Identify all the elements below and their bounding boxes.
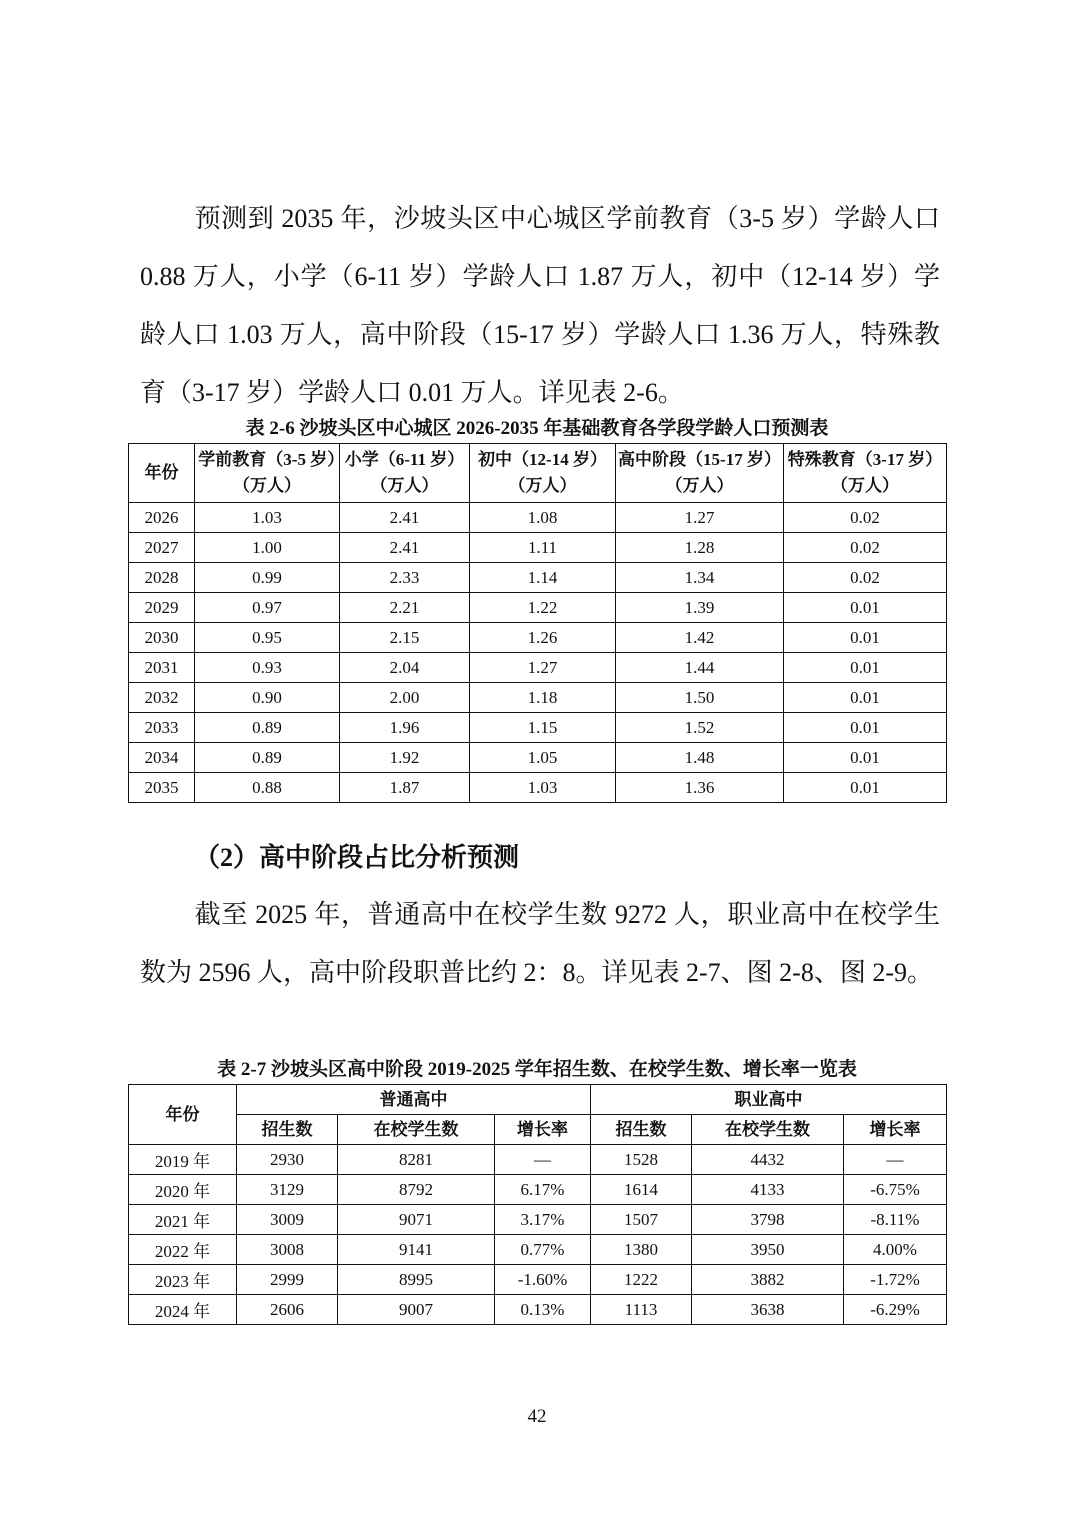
paragraph-senior-ratio: [140, 886, 940, 1002]
cell-year: 2027: [129, 533, 195, 563]
table-cell: 0.97: [195, 593, 340, 623]
paragraph-text: 预测到 2035 年，沙坡头区中心城区学前教育（3-5 岁）学龄人口 0.88 万人，小学（6-11 岁）学龄人口 1.87 万人，初中（12-14 岁）学龄人口 1.03 万人，高中阶段（15-17 岁）学龄人口 1.36 万人，特殊教育（3-17 岁）学龄人口 0.01 万人。详见表 2-6。: [140, 204, 940, 407]
table-cell: 8281: [338, 1145, 495, 1175]
header-preschool: 学前教育（3-5 岁）（万人）: [195, 444, 340, 503]
paragraph-population-forecast: [140, 190, 940, 422]
table-cell: 0.01: [784, 653, 947, 683]
header-year: 年份: [129, 444, 195, 503]
table-cell: 0.90: [195, 683, 340, 713]
table-cell: 3129: [237, 1175, 338, 1205]
table-cell: 2.33: [340, 563, 470, 593]
page-number: 42: [527, 1406, 547, 1427]
table-cell: 3882: [692, 1265, 844, 1295]
table-cell: -6.29%: [844, 1295, 947, 1325]
table-cell: 1.36: [616, 773, 784, 803]
header-students: 在校学生数: [692, 1115, 844, 1145]
cell-year: 2035: [129, 773, 195, 803]
table-row: [129, 503, 947, 533]
table-cell: 1.03: [195, 503, 340, 533]
table-cell: 1.28: [616, 533, 784, 563]
table-cell: 1222: [591, 1265, 692, 1295]
table-cell: 2.04: [340, 653, 470, 683]
table-cell: 0.88: [195, 773, 340, 803]
table-cell: 2.41: [340, 533, 470, 563]
table-2-7-enrollment: [128, 1084, 947, 1325]
table-cell: 9141: [338, 1235, 495, 1265]
table-cell: 1.48: [616, 743, 784, 773]
cell-year: 2029: [129, 593, 195, 623]
table-cell: 0.99: [195, 563, 340, 593]
table-row: [129, 1205, 947, 1235]
table-2-6-caption: 表 2-6 沙坡头区中心城区 2026-2035 年基础教育各学段学龄人口预测表: [245, 418, 829, 439]
table-cell: 1.96: [340, 713, 470, 743]
table-cell: 4.00%: [844, 1235, 947, 1265]
table-cell: 0.01: [784, 743, 947, 773]
table-cell: 3.17%: [495, 1205, 591, 1235]
table-cell: 1.92: [340, 743, 470, 773]
table-cell: 1507: [591, 1205, 692, 1235]
table-cell: 1.52: [616, 713, 784, 743]
header-enrollment: 招生数: [591, 1115, 692, 1145]
table-cell: 4133: [692, 1175, 844, 1205]
table-row: [129, 1295, 947, 1325]
table-cell: -6.75%: [844, 1175, 947, 1205]
table-cell: 1.15: [470, 713, 616, 743]
paragraph-text: 截至 2025 年，普通高中在校学生数 9272 人，职业高中在校学生数为 2596 人，高中阶段职普比约 2：8。详见表 2-7、图 2-8、图 2-9。: [140, 900, 940, 987]
table-cell: 1.22: [470, 593, 616, 623]
table-cell: 1.39: [616, 593, 784, 623]
table-cell: 3008: [237, 1235, 338, 1265]
table-cell: 1.14: [470, 563, 616, 593]
table-row: [129, 1145, 947, 1175]
table-cell: 2.21: [340, 593, 470, 623]
table-cell: 1.05: [470, 743, 616, 773]
table-sub-header-row: [129, 1115, 947, 1145]
table-cell: 0.02: [784, 563, 947, 593]
table-cell: 1.27: [470, 653, 616, 683]
table-cell: 1.26: [470, 623, 616, 653]
table-cell: 2.00: [340, 683, 470, 713]
table-cell: 1.44: [616, 653, 784, 683]
cell-year: 2031: [129, 653, 195, 683]
table-cell: 1113: [591, 1295, 692, 1325]
cell-year: 2019 年: [129, 1145, 237, 1175]
table-cell: 1.50: [616, 683, 784, 713]
table-row: [129, 683, 947, 713]
table-2-6-population-forecast: [128, 443, 947, 803]
header-senior: 高中阶段（15-17 岁）（万人）: [616, 444, 784, 503]
header-year: 年份: [129, 1085, 237, 1145]
header-growth: 增长率: [844, 1115, 947, 1145]
section-subheading: （2）高中阶段占比分析预测: [194, 843, 520, 872]
table-cell: —: [844, 1145, 947, 1175]
header-growth: 增长率: [495, 1115, 591, 1145]
header-general-high-school: 普通高中: [237, 1085, 591, 1115]
table-row: [129, 1265, 947, 1295]
table-cell: 1.18: [470, 683, 616, 713]
table-cell: 0.95: [195, 623, 340, 653]
table-cell: 0.02: [784, 533, 947, 563]
table-cell: 1.42: [616, 623, 784, 653]
table-cell: 8995: [338, 1265, 495, 1295]
header-junior: 初中（12-14 岁）（万人）: [470, 444, 616, 503]
table-row: [129, 1235, 947, 1265]
cell-year: 2021 年: [129, 1205, 237, 1235]
table-row: [129, 533, 947, 563]
table-cell: 3950: [692, 1235, 844, 1265]
table-cell: 3798: [692, 1205, 844, 1235]
table-cell: 1.00: [195, 533, 340, 563]
table-cell: 1.11: [470, 533, 616, 563]
header-students: 在校学生数: [338, 1115, 495, 1145]
table-cell: 0.13%: [495, 1295, 591, 1325]
table-cell: 4432: [692, 1145, 844, 1175]
cell-year: 2026: [129, 503, 195, 533]
table-cell: 2.41: [340, 503, 470, 533]
table-cell: 2606: [237, 1295, 338, 1325]
table-cell: 0.01: [784, 593, 947, 623]
table-cell: -1.72%: [844, 1265, 947, 1295]
cell-year: 2028: [129, 563, 195, 593]
table-header-row: [129, 444, 947, 503]
table-row: [129, 773, 947, 803]
table-row: [129, 1175, 947, 1205]
table-cell: 6.17%: [495, 1175, 591, 1205]
table-cell: 1614: [591, 1175, 692, 1205]
table-cell: 8792: [338, 1175, 495, 1205]
table-cell: 0.01: [784, 773, 947, 803]
table-cell: 0.01: [784, 623, 947, 653]
table-cell: 1528: [591, 1145, 692, 1175]
table-cell: 1.34: [616, 563, 784, 593]
header-enrollment: 招生数: [237, 1115, 338, 1145]
table-row: [129, 593, 947, 623]
table-cell: 0.01: [784, 713, 947, 743]
header-primary: 小学（6-11 岁）（万人）: [340, 444, 470, 503]
table-row: [129, 743, 947, 773]
table-cell: 9071: [338, 1205, 495, 1235]
table-cell: 2930: [237, 1145, 338, 1175]
table-cell: -8.11%: [844, 1205, 947, 1235]
cell-year: 2020 年: [129, 1175, 237, 1205]
table-cell: 1380: [591, 1235, 692, 1265]
table-cell: 0.02: [784, 503, 947, 533]
cell-year: 2030: [129, 623, 195, 653]
table-cell: 3009: [237, 1205, 338, 1235]
table-cell: -1.60%: [495, 1265, 591, 1295]
table-2-7-caption: 表 2-7 沙坡头区高中阶段 2019-2025 学年招生数、在校学生数、增长率一览表: [217, 1059, 857, 1080]
table-cell: 3638: [692, 1295, 844, 1325]
cell-year: 2034: [129, 743, 195, 773]
table-cell: 9007: [338, 1295, 495, 1325]
table-cell: —: [495, 1145, 591, 1175]
table-cell: 0.89: [195, 743, 340, 773]
header-vocational-high-school: 职业高中: [591, 1085, 947, 1115]
table-cell: 0.01: [784, 683, 947, 713]
header-special: 特殊教育（3-17 岁）（万人）: [784, 444, 947, 503]
cell-year: 2024 年: [129, 1295, 237, 1325]
table-group-header-row: [129, 1085, 947, 1115]
table-row: [129, 653, 947, 683]
cell-year: 2033: [129, 713, 195, 743]
table-row: [129, 623, 947, 653]
table-cell: 1.08: [470, 503, 616, 533]
cell-year: 2023 年: [129, 1265, 237, 1295]
cell-year: 2032: [129, 683, 195, 713]
table-cell: 0.77%: [495, 1235, 591, 1265]
table-cell: 0.93: [195, 653, 340, 683]
table-cell: 2.15: [340, 623, 470, 653]
table-cell: 2999: [237, 1265, 338, 1295]
table-row: [129, 713, 947, 743]
table-cell: 1.27: [616, 503, 784, 533]
table-cell: 1.87: [340, 773, 470, 803]
cell-year: 2022 年: [129, 1235, 237, 1265]
table-cell: 1.03: [470, 773, 616, 803]
table-cell: 0.89: [195, 713, 340, 743]
table-row: [129, 563, 947, 593]
